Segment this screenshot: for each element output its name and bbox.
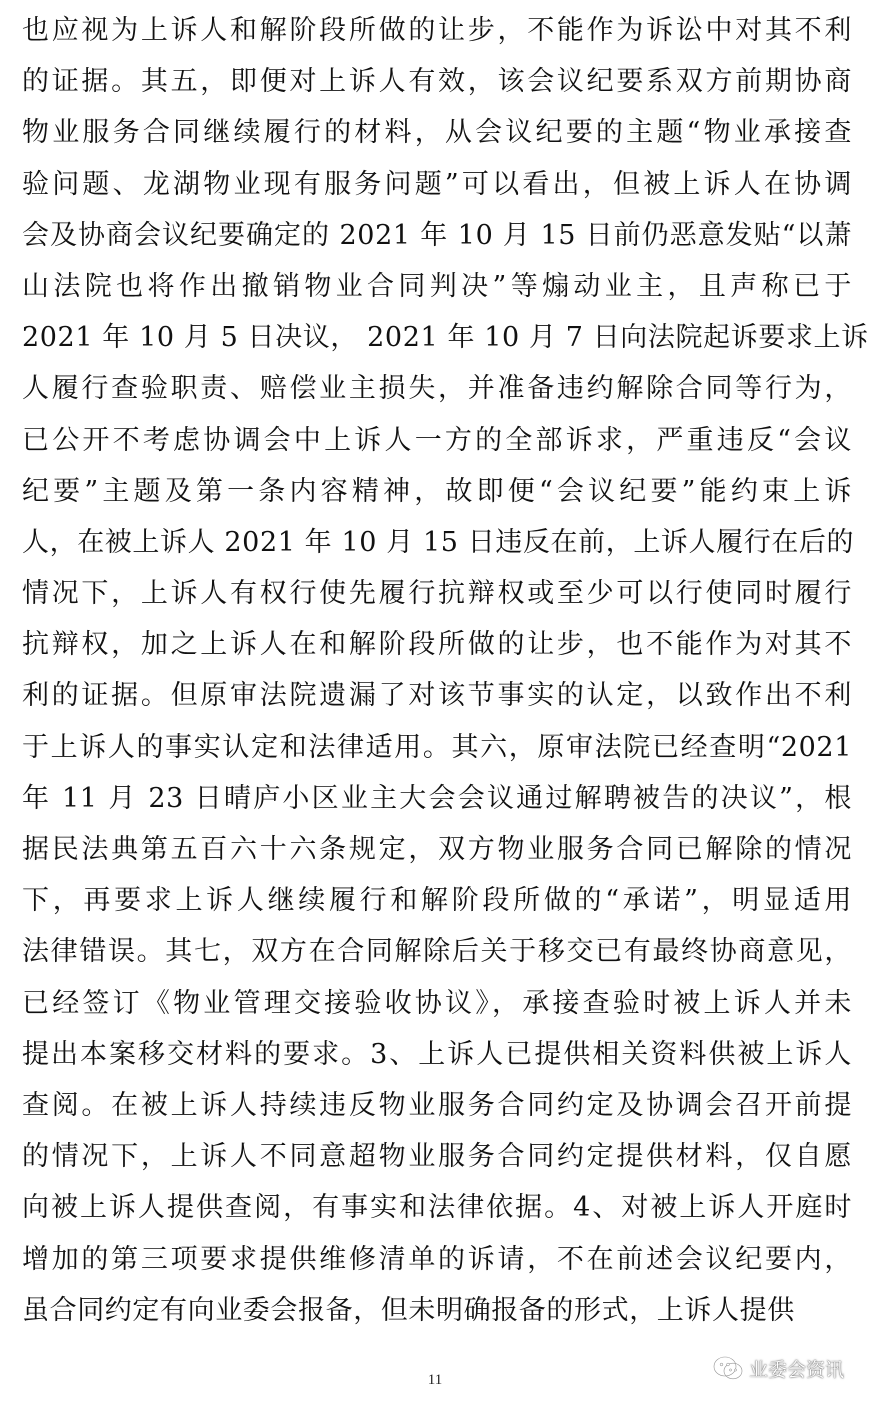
text-line: 纪要”主题及第一条内容精神，故即便“会议纪要”能约束上诉 bbox=[22, 475, 852, 507]
text-line: 的情况下，上诉人不同意超物业服务合同约定提供材料，仅自愿 bbox=[22, 1141, 852, 1173]
text-line: 年 11 月 23 日晴庐小区业主大会会议通过解聘被告的决议”，根 bbox=[22, 782, 852, 814]
text-line: 人履行查验职责、赔偿业主损失，并准备违约解除合同等行为， bbox=[22, 373, 852, 405]
watermark bbox=[713, 1355, 844, 1382]
text-line: 验问题、龙湖物业现有服务问题”可以看出，但被上诉人在协调 bbox=[22, 168, 852, 200]
text-line: 虽合同约定有向业委会报备，但未明确报备的形式，上诉人提供 bbox=[22, 1294, 795, 1326]
text-line: 利的证据。但原审法院遗漏了对该节事实的认定，以致作出不利 bbox=[22, 680, 852, 712]
text-line: 据民法典第五百六十六条规定，双方物业服务合同已解除的情况 bbox=[22, 834, 852, 865]
page-number: 11 bbox=[427, 1372, 443, 1388]
wechat-icon bbox=[713, 1356, 743, 1382]
text-line: 增加的第三项要求提供维修清单的诉请，不在前述会议纪要内， bbox=[22, 1243, 852, 1275]
text-line: 的证据。其五，即便对上诉人有效，该会议纪要系双方前期协商 bbox=[22, 66, 852, 98]
body-text bbox=[22, 5, 869, 1336]
text-line: 查阅。在被上诉人持续违反物业服务合同约定及协调会召开前提 bbox=[22, 1089, 852, 1121]
text-line: 向被上诉人提供查阅，有事实和法律依据。4、对被上诉人开庭时 bbox=[22, 1192, 852, 1224]
text-line: 下，再要求上诉人继续履行和解阶段所做的“承诺”，明显适用 bbox=[22, 885, 852, 917]
text-line: 于上诉人的事实认定和法律适用。其六，原审法院已经查明“2021 bbox=[22, 731, 852, 763]
text-line: 已经签订《物业管理交接验收协议》，承接查验时被上诉人并未 bbox=[22, 987, 852, 1019]
text-line: 山法院也将作出撤销物业合同判决”等煽动业主，且声称已于 bbox=[22, 270, 852, 302]
text-line: 已公开不考虑协调会中上诉人一方的全部诉求，严重违反“会议 bbox=[22, 424, 852, 456]
text-line: 法律错误。其七，双方在合同解除后关于移交已有最终协商意见， bbox=[22, 936, 852, 968]
text-line: 抗辩权，加之上诉人在和解阶段所做的让步，也不能作为对其不 bbox=[22, 629, 852, 661]
text-line: 也应视为上诉人和解阶段所做的让步，不能作为诉讼中对其不利 bbox=[22, 15, 852, 46]
text-line: 情况下，上诉人有权行使先履行抗辩权或至少可以行使同时履行 bbox=[22, 578, 852, 610]
text-line: 2021 年 10 月 5 日决议， 2021 年 10 月 7 日向法院起诉要求上诉 bbox=[22, 322, 869, 354]
text-line: 物业服务合同继续履行的材料，从会议纪要的主题“物业承接查 bbox=[22, 117, 852, 149]
text-line: 人，在被上诉人 2021 年 10 月 15 日违反在前，上诉人履行在后的 bbox=[22, 526, 855, 558]
watermark-text: 业委会资讯 bbox=[748, 1359, 844, 1381]
text-line: 会及协商会议纪要确定的 2021 年 10 月 15 日前仍恶意发贴“以萧 bbox=[22, 219, 852, 251]
text-line: 提出本案移交材料的要求。3、上诉人已提供相关资料供被上诉人 bbox=[22, 1038, 852, 1070]
